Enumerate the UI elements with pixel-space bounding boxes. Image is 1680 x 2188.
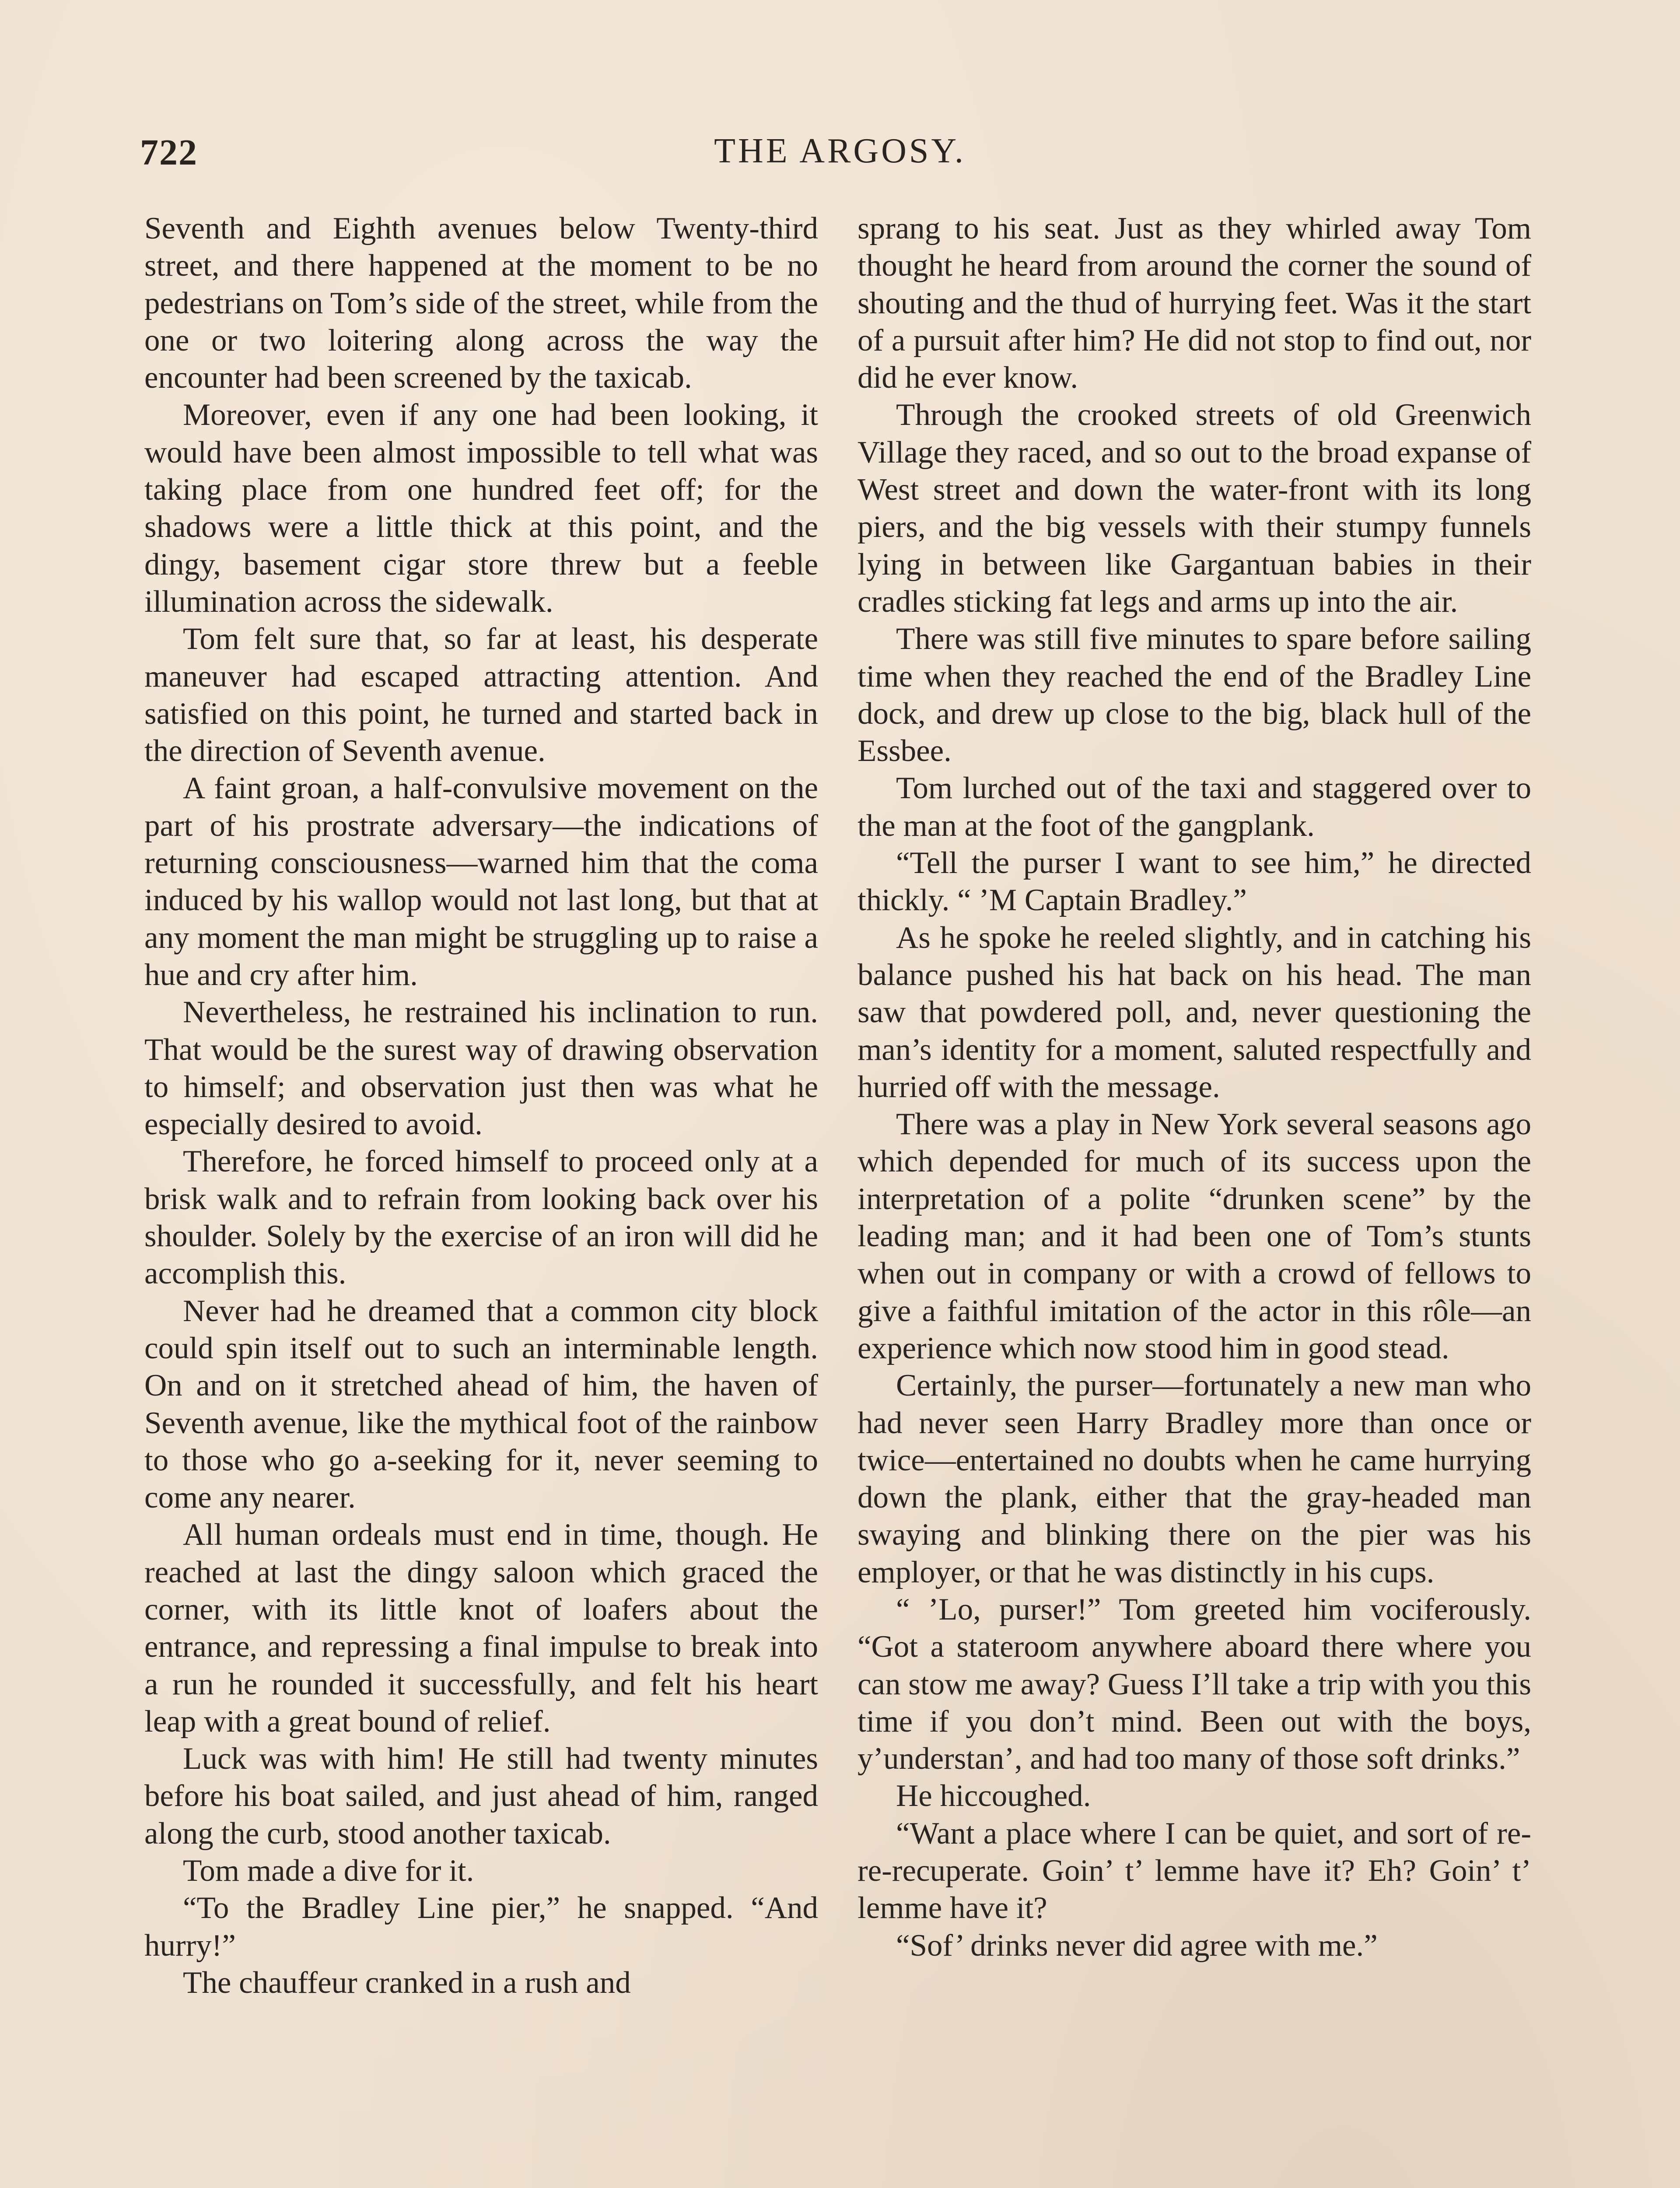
paragraph: Tom made a dive for it. bbox=[183, 1854, 474, 1888]
paragraph: The chauffeur cranked in a rush and bbox=[183, 1965, 631, 2000]
paragraph: Moreover, even if any one had been looking, it would have been almost impossible to tell what was taking place from one hundred feet off; for the shadows were a little thick at this point, and the dingy, basement cigar store threw but a feeble illumination across the sidewalk. bbox=[144, 398, 818, 619]
page-number: 722 bbox=[140, 132, 198, 173]
paragraph: Tom lurched out of the taxi and staggered over to the man at the foot of the gangplank. bbox=[858, 771, 1531, 843]
paragraph: “Want a place where I can be quiet, and sort of re-re-recuperate. Goin’ t’ lemme have it? Eh? Goin’ t’ lemme have it? bbox=[858, 1816, 1531, 1925]
paragraph: Therefore, he forced himself to proceed only at a brisk walk and to refrain from looking back over his shoulder. Solely by the exercise of an iron will did he accomplish this. bbox=[144, 1144, 818, 1291]
paragraph: Seventh and Eighth avenues below Twenty-third street, and there happened at the moment to be no pedestrians on Tom’s side of the street, while from the one or two loitering along across the way the encounter had been screened by the taxicab. bbox=[144, 211, 818, 395]
paragraph: sprang to his seat. Just as they whirled away Tom thought he heard from around the corner the sound of shouting and the thud of hurrying feet. Was it the start of a pursuit after him? He did not stop to find out, nor did he ever know. bbox=[858, 211, 1531, 395]
paragraph: “ ’Lo, purser!” Tom greeted him vociferously. “Got a stateroom anywhere aboard there where you can stow me away? Guess I’ll take a trip with you this time if you don’t mind. Been out with the boys, y’understan’, and had too many of those soft drinks.” bbox=[858, 1592, 1531, 1776]
paragraph: Never had he dreamed that a common city block could spin itself out to such an interminable length. On and on it stretched ahead of him, the haven of Seventh avenue, like the mythical foot of the rainbow to those who go a-seeking for it, never seeming to come any nearer. bbox=[144, 1294, 818, 1515]
paragraph: All human ordeals must end in time, though. He reached at last the dingy saloon which graced the corner, with its little knot of loafers about the entrance, and repressing a final impulse to break into a run he rounded it successfully, and felt his heart leap with a great bound of relief. bbox=[144, 1518, 818, 1739]
paragraph: Nevertheless, he restrained his inclination to run. That would be the surest way of drawing observation to himself; and observation just then was what he especially desired to avoid. bbox=[144, 995, 818, 1142]
running-title: THE ARGOSY. bbox=[714, 132, 966, 170]
paragraph: Tom felt sure that, so far at least, his desperate maneuver had escaped attracting attention. And satisfied on this point, he turned and started back in the direction of Seventh avenue. bbox=[144, 622, 818, 768]
left-column bbox=[144, 210, 818, 2002]
paragraph: A faint groan, a half-convulsive movement on the part of his prostrate adversary—the indications of returning consciousness—warned him that the coma induced by his wallop would not last long, but that at any moment the man might be struggling up to raise a hue and cry after him. bbox=[144, 771, 818, 992]
paragraph: There was still five minutes to spare before sailing time when they reached the end of the Bradley Line dock, and drew up close to the big, black hull of the Essbee. bbox=[858, 622, 1531, 768]
paragraph: There was a play in New York several seasons ago which depended for much of its success upon the interpretation of a polite “drunken scene” by the leading man; and it had been one of Tom’s stunts when out in company or with a crowd of fellows to give a faithful imitation of the actor in this rôle—an experience which now stood him in good stead. bbox=[858, 1107, 1531, 1365]
paragraph: He hiccoughed. bbox=[896, 1779, 1091, 1813]
paragraph: As he spoke he reeled slightly, and in catching his balance pushed his hat back on his head. The man saw that powdered poll, and, never questioning the man’s identity for a moment, saluted respectfully and hurried off with the message. bbox=[858, 920, 1531, 1104]
paragraph: Certainly, the purser—fortunately a new man who had never seen Harry Bradley more than once or twice—entertained no doubts when he came hurrying down the plank, either that the gray-headed man swaying and blinking there on the pier was his employer, or that he was distinctly in his cups. bbox=[858, 1368, 1531, 1589]
paragraph: “Tell the purser I want to see him,” he directed thickly. “ ’M Captain Bradley.” bbox=[858, 846, 1531, 918]
paragraph: “To the Bradley Line pier,” he snapped. “And hurry!” bbox=[144, 1891, 818, 1963]
right-column bbox=[858, 210, 1531, 1964]
paragraph: Through the crooked streets of old Greenwich Village they raced, and so out to the broad expanse of West street and down the water-front with its long piers, and the big vessels with their stumpy funnels lying in between like Gargantuan babies in their cradles sticking fat legs and arms up into the air. bbox=[858, 398, 1531, 619]
page-header bbox=[140, 131, 1540, 184]
paragraph: Luck was with him! He still had twenty minutes before his boat sailed, and just ahead of him, ranged along the curb, stood another taxicab. bbox=[144, 1742, 818, 1851]
paragraph: “Sof’ drinks never did agree with me.” bbox=[896, 1928, 1378, 1963]
